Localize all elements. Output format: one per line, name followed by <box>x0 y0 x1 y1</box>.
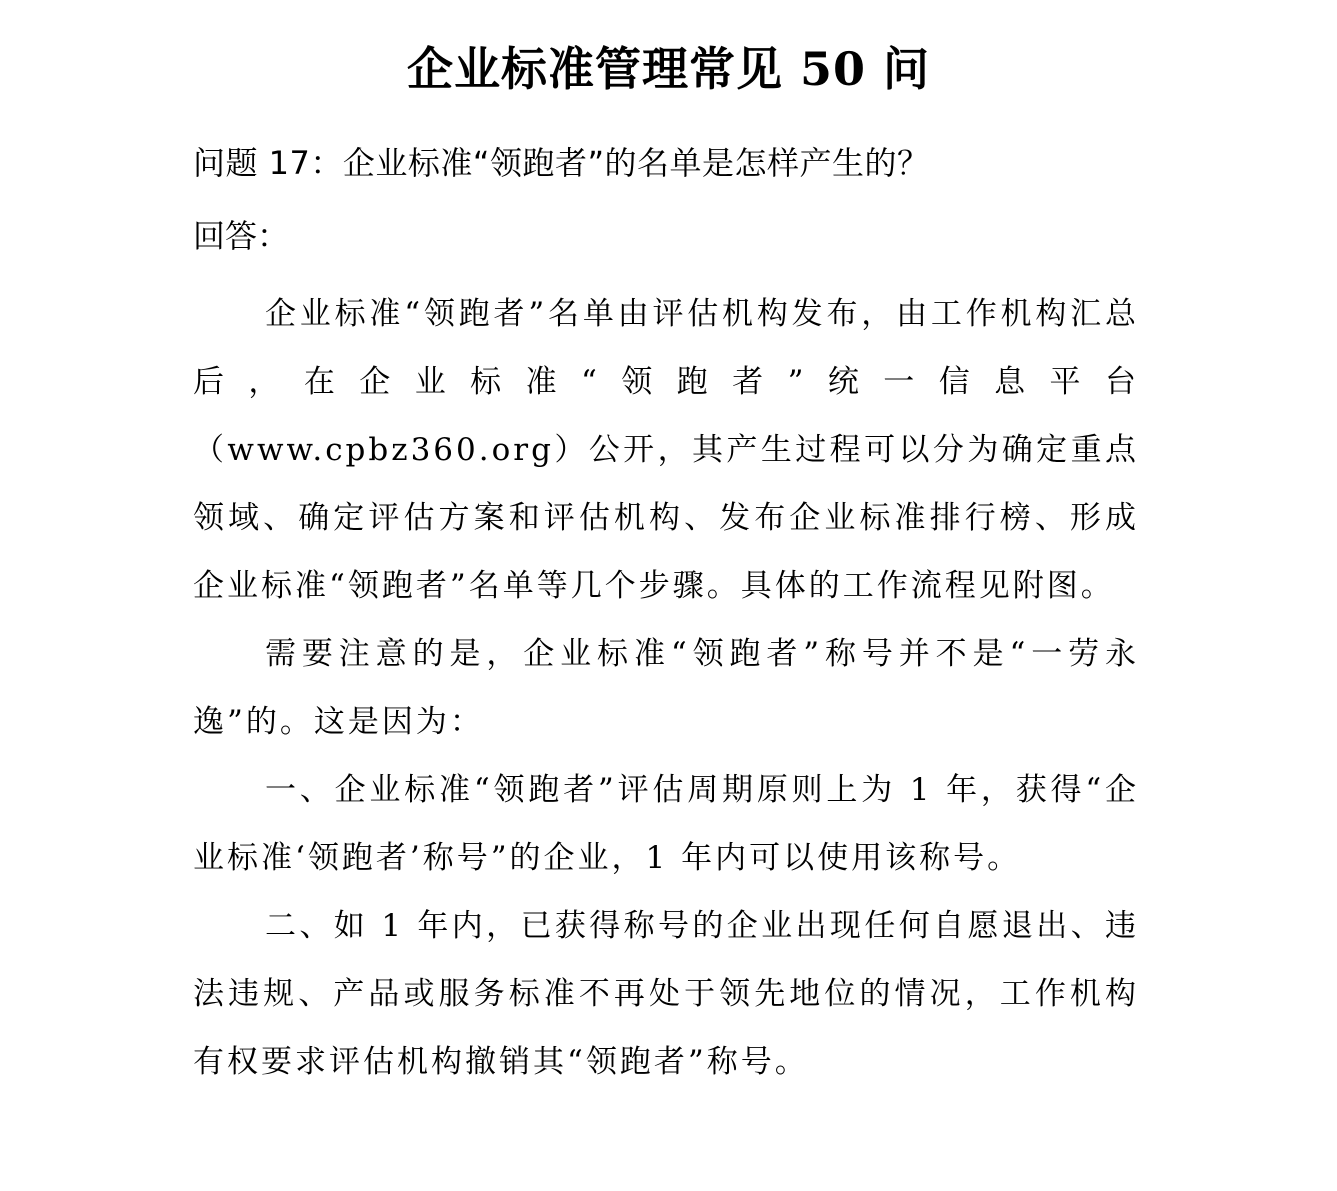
answer-body <box>193 280 1139 1096</box>
answer-label: 回答： <box>193 217 290 255</box>
answer-paragraph-4: 二、如 1 年内，已获得称号的企业出现任何自愿退出、违法违规、产品或服务标准不再处于领先地位的情况，工作机构有权要求评估机构撤销其“领跑者”称号。 <box>193 908 1139 1080</box>
answer-paragraph-3: 一、企业标准“领跑者”评估周期原则上为 1 年，获得“企业标准‘领跑者’称号”的企业，1 年内可以使用该称号。 <box>193 772 1139 876</box>
answer-paragraph-1: 企业标准“领跑者”名单由评估机构发布，由工作机构汇总后，在企业标准“领跑者”统一信息平台（www.cpbz360.org）公开，其产生过程可以分为确定重点领域、确定评估方案和评估机构、发布企业标准排行榜、形成企业标准“领跑者”名单等几个步骤。具体的工作流程见附图。 <box>193 296 1139 604</box>
answer-paragraph-2: 需要注意的是，企业标准“领跑者”称号并不是“一劳永逸”的。这是因为： <box>193 636 1139 740</box>
question-heading: 问题 17：企业标准“领跑者”的名单是怎样产生的？ <box>193 144 930 182</box>
document-title: 企业标准管理常见 50 问 <box>406 42 931 96</box>
